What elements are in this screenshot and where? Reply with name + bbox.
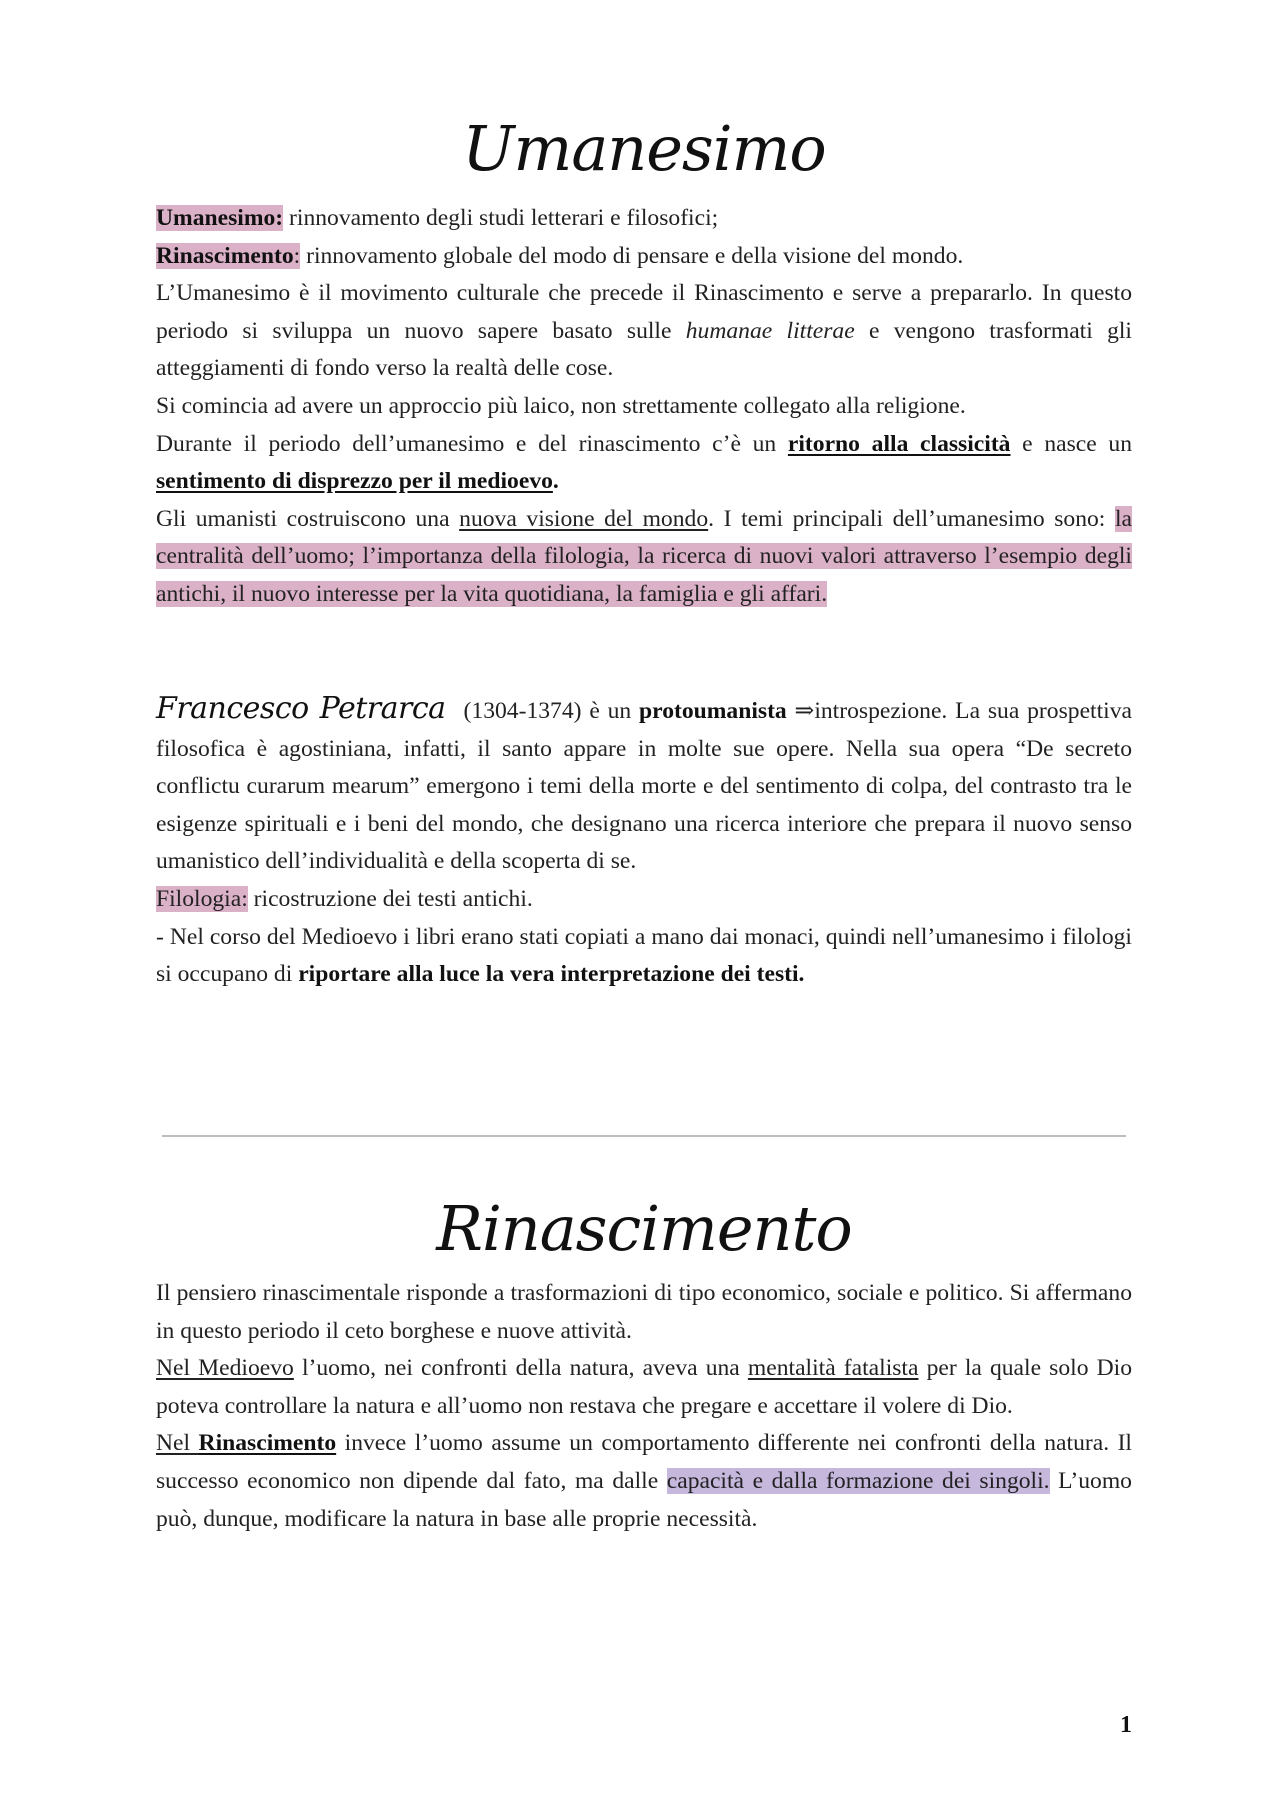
- highlight-temi: la centralità dell’uomo; l’importanza della filologia, la ricerca di nuovi valori attraverso l’esempio degli antichi, il nuovo interesse per la vita quotidiana, la famiglia e gli affari.: [156, 505, 1132, 607]
- paragraph-approccio-laico: Si comincia ad avere un approccio più laico, non strettamente collegato alla religione.: [156, 392, 966, 419]
- definition-rinascimento: Rinascimento: rinnovamento globale del modo di pensare e della visione del mondo.: [156, 242, 964, 269]
- paragraph-rinascimento: Nel Rinascimento invece l’uomo assume un comportamento differente nei confronti della natura. Il successo economico non dipende dal fato, ma dalle capacità e dalla formazione dei singoli. L’uomo può, dunque, modificare la natura in base alle proprie necessità.: [156, 1430, 1132, 1532]
- petrarca-section: [156, 690, 1132, 994]
- rinascimento-section: [156, 1275, 1132, 1538]
- section-divider: [162, 1135, 1126, 1137]
- paragraph-filologi: - Nel corso del Medioevo i libri erano stati copiati a mano dai monaci, quindi nell’umanesimo i filologi si occupano di riportare alla luce la vera interpretazione dei testi.: [156, 923, 1132, 988]
- term-umanesimo: Umanesimo:: [156, 205, 284, 231]
- section-title-rinascimento: Rinascimento: [436, 1192, 852, 1265]
- arrow-icon: ⇒: [786, 698, 815, 724]
- paragraph-medioevo: Nel Medioevo l’uomo, nei confronti della natura, aveva una mentalità fatalista per la quale solo Dio poteva controllare la natura e all’uomo non restava che pregare e accettare il volere di Dio.: [156, 1355, 1132, 1419]
- paragraph-pensiero-rinascimentale: Il pensiero rinascimentale risponde a trasformazioni di tipo economico, sociale e politico. Si affermano in questo periodo il ceto borghese e nuove attività.: [156, 1280, 1132, 1344]
- term-rinascimento: Rinascimento: [156, 242, 294, 269]
- paragraph-umanesimo-intro: L’Umanesimo è il movimento culturale che precede il Rinascimento e serve a prepararlo. In questo periodo si sviluppa un nuovo sapere basato sulle humanae litterae e vengono trasformati gli atteggiamenti di fondo verso la realtà delle cose.: [156, 280, 1132, 382]
- highlight-capacita: capacità e dalla formazione dei singoli.: [666, 1467, 1050, 1494]
- petrarca-name: Francesco Petrarca: [156, 691, 446, 726]
- term-filologia: Filologia:: [156, 885, 248, 912]
- definition-filologia: Filologia: ricostruzione dei testi antichi.: [156, 885, 533, 912]
- section-title-umanesimo: Umanesimo: [462, 112, 826, 185]
- paragraph-petrarca: Francesco Petrarca (1304-1374) è un protoumanista ⇒introspezione. La sua prospettiva filosofica è agostiniana, infatti, il santo appare in molte sue opere. Nella sua opera “De secreto conflictu curarum mearum” emergono i temi della morte e del sentimento di colpa, del contrasto tra le esigenze spirituali e i beni del mondo, che designano una ricerca interiore che prepara il nuovo senso umanistico dell’individualità e della scoperta di se.: [156, 691, 1132, 875]
- umanesimo-section: [156, 200, 1132, 614]
- definition-umanesimo: Umanesimo: rinnovamento degli studi letterari e filosofici;: [156, 205, 719, 231]
- paragraph-temi-principali: Gli umanisti costruiscono una nuova visione del mondo. I temi principali dell’umanesimo sono: la centralità dell’uomo; l’importanza della filologia, la ricerca di nuovi valori attraverso l’esempio degli antichi, il nuovo interesse per la vita quotidiana, la famiglia e gli affari.: [156, 505, 1132, 607]
- page-number: 1: [1120, 1712, 1132, 1738]
- paragraph-classicita: Durante il periodo dell’umanesimo e del rinascimento c’è un ritorno alla classicità e nasce un sentimento di disprezzo per il medioevo.: [156, 430, 1133, 495]
